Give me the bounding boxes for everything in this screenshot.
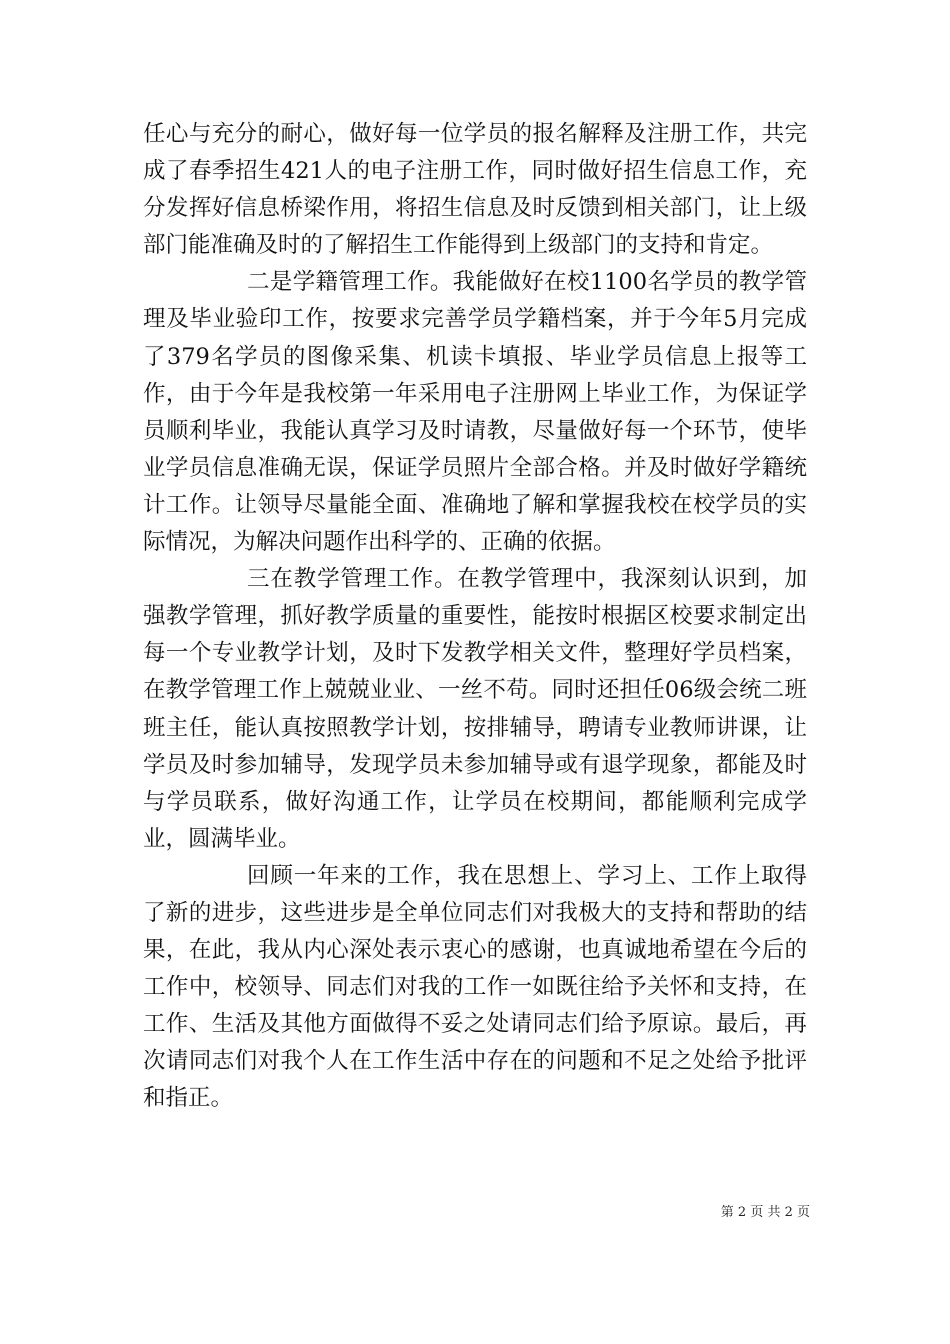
- page-number-footer: 第 2 页 共 2 页: [720, 1205, 810, 1220]
- paragraph-continuation: 任心与充分的耐心，做好每一位学员的报名解释及注册工作，共完成了春季招生421人的电子注册工作，同时做好招生信息工作，充分发挥好信息桥梁作用，将招生信息及时反馈到相关部门，让上级部门能准确及时的了解招生工作能得到上级部门的支持和肯定。: [143, 121, 807, 259]
- paragraph-review-summary: 回顾一年来的工作，我在思想上、学习上、工作上取得了新的进步，这些进步是全单位同志们对我极大的支持和帮助的结果，在此，我从内心深处表示衷心的感谢，也真诚地希望在今后的工作中，校领导、同志们对我的工作一如既往给予关怀和支持，在工作、生活及其他方面做得不妥之处请同志们给予原谅。最后，再次请同志们对我个人在工作生活中存在的问题和不足之处给予批评和指正。: [143, 862, 807, 1112]
- paragraph-teaching-management: 三在教学管理工作。在教学管理中，我深刻认识到，加强教学管理，抓好教学质量的重要性，能按时根据区校要求制定出每一个专业教学计划，及时下发教学相关文件，整理好学员档案，在教学管理工作上兢兢业业、一丝不苟。同时还担任06级会统二班班主任，能认真按照教学计划，按排辅导，聘请专业教师讲课，让学员及时参加辅导，发现学员未参加辅导或有退学现象，都能及时与学员联系，做好沟通工作，让学员在校期间，都能顺利完成学业，圆满毕业。: [143, 566, 807, 852]
- document-body: [143, 116, 807, 1118]
- paragraph-enrollment-management: 二是学籍管理工作。我能做好在校1100名学员的教学管理及毕业验印工作，按要求完善学员学籍档案，并于今年5月完成了379名学员的图像采集、机读卡填报、毕业学员信息上报等工作，由于今年是我校第一年采用电子注册网上毕业工作，为保证学员顺利毕业，我能认真学习及时请教，尽量做好每一个环节，使毕业学员信息准确无误，保证学员照片全部合格。并及时做好学籍统计工作。让领导尽量能全面、准确地了解和掌握我校在校学员的实际情况，为解决问题作出科学的、正确的依据。: [143, 269, 807, 556]
